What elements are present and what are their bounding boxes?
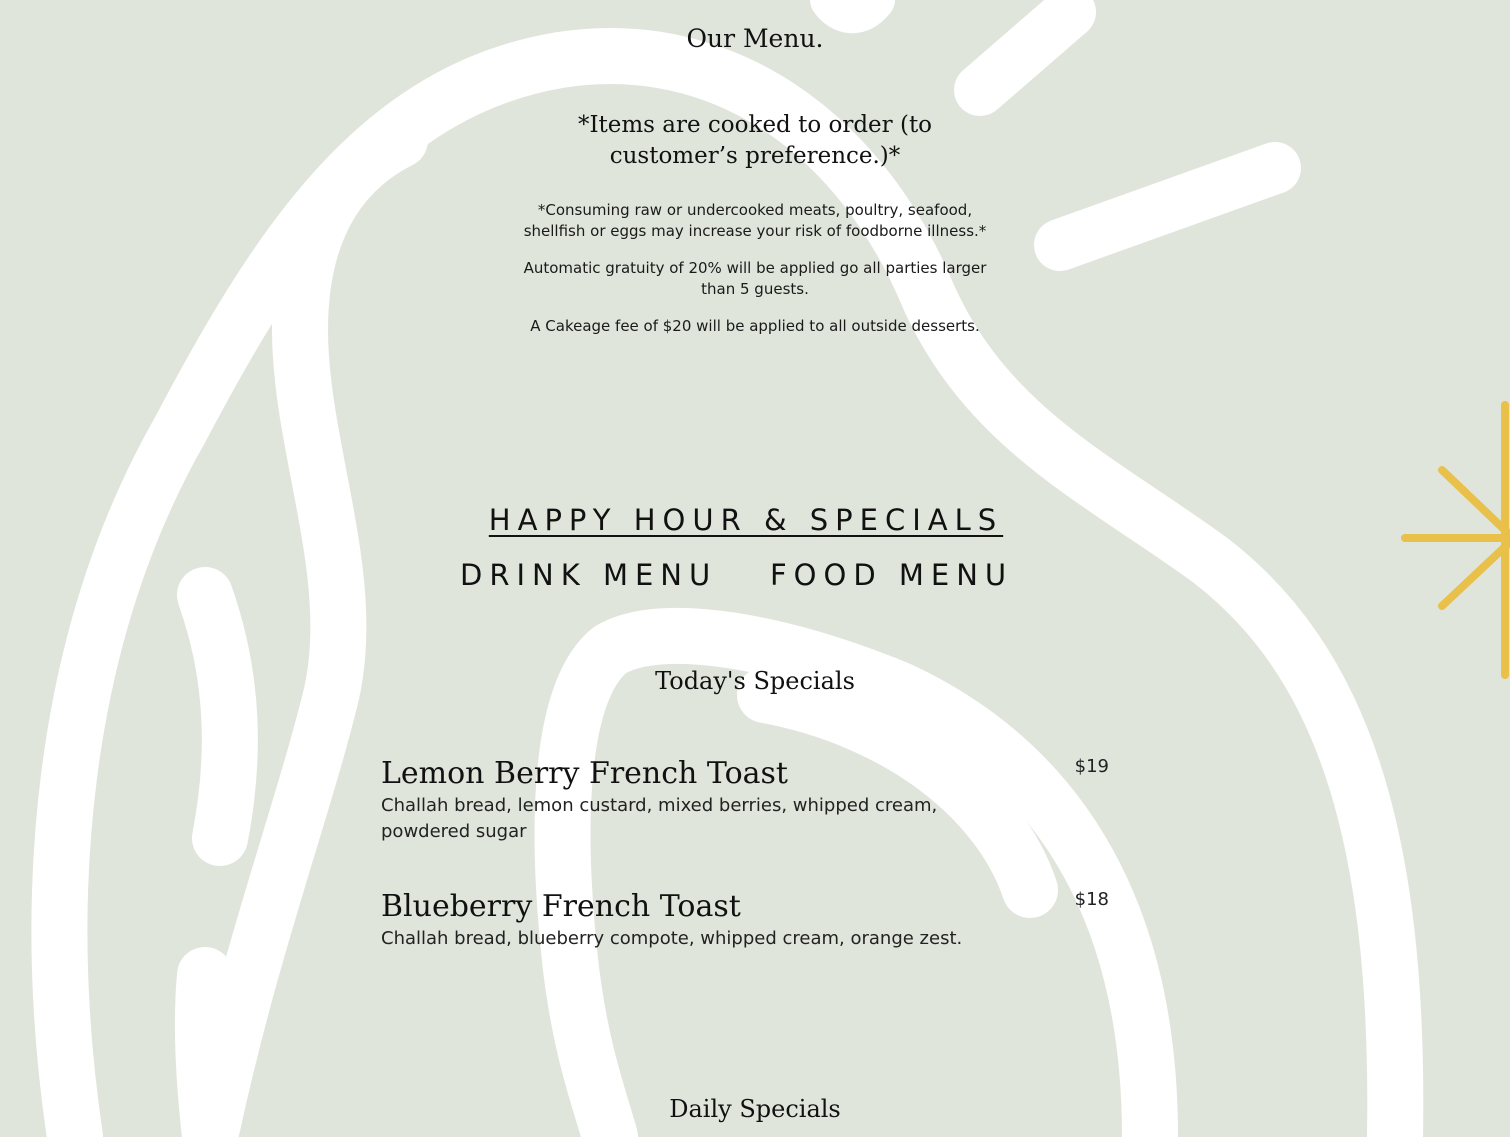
page-title: Our Menu. <box>686 24 824 53</box>
menu-item-name: Lemon Berry French Toast <box>381 756 788 791</box>
gratuity-note <box>0 258 1510 300</box>
menu-item-price: $19 <box>1074 756 1109 777</box>
raw-food-warning <box>0 200 1510 242</box>
cooked-to-order-line-1: *Items are cooked to order (to <box>577 112 933 138</box>
menu-item-price: $18 <box>1074 889 1109 910</box>
todays-specials-heading: Today's Specials <box>655 667 855 695</box>
happy-hour-specials-link[interactable]: HAPPY HOUR & SPECIALS <box>488 503 1004 537</box>
drink-menu-link[interactable]: DRINK MENU <box>460 558 718 592</box>
gratuity-note-line-1: Automatic gratuity of 20% will be applied go all parties larger <box>523 259 987 277</box>
food-menu-link[interactable]: FOOD MENU <box>770 558 1014 592</box>
menu-item <box>381 756 1111 845</box>
cooked-to-order-line-2: customer’s preference.)* <box>609 143 901 169</box>
menu-item <box>381 889 1111 952</box>
menu-item-name: Blueberry French Toast <box>381 889 741 924</box>
menu-item-description: Challah bread, lemon custard, mixed berries, whipped cream, powdered sugar <box>381 795 938 842</box>
raw-food-warning-line-2: shellfish or eggs may increase your risk of foodborne illness.* <box>523 222 987 240</box>
cooked-to-order-note <box>0 110 1510 172</box>
cakeage-note <box>0 316 1510 337</box>
cakeage-note-text: A Cakeage fee of $20 will be applied to all outside desserts. <box>530 317 980 335</box>
gratuity-note-line-2: than 5 guests. <box>701 280 809 298</box>
menu-item-description: Challah bread, blueberry compote, whipped cream, orange zest. <box>381 928 963 949</box>
raw-food-warning-line-1: *Consuming raw or undercooked meats, poultry, seafood, <box>537 201 973 219</box>
daily-specials-heading: Daily Specials <box>669 1095 841 1123</box>
